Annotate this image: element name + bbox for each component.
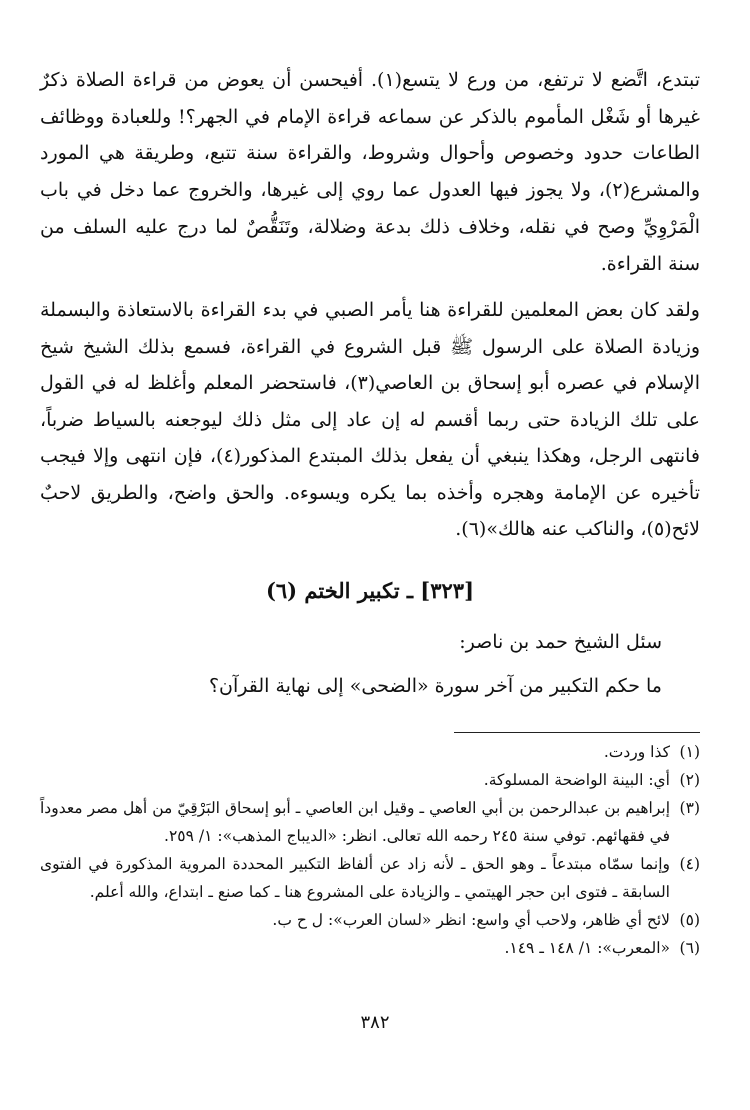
footnote-2 (40, 766, 700, 794)
footnote-5 (40, 906, 700, 934)
footnote-divider (454, 732, 700, 733)
footnote-6 (40, 934, 700, 962)
paragraph-2: ولقد كان بعض المعلمين للقراءة هنا يأمر الصبي في بدء القراءة بالاستعاذة والبسملة وزيادة الصلاة على الرسول ﷺ قبل الشروع في القراءة، فسمع بذلك الشيخ شيخ الإسلام في عصره أبو إسحاق بن العاصي(٣)، فاستحضر المعلم وأغلظ له في القول على تلك الزيادة حتى ربما أقسم له إن عاد إلى مثل ذلك ليوجعنه بالسياط ضرباً، فانتهى الرجل، وهكذا ينبغي أن يفعل بذلك المبتدع المذكور(٤)، فإن انتهى وإلا فيجب تأخيره عن الإمامة وهجره وأخذه بما يكره ويسوءه. والحق واضح، والطريق لاحبٌ لائح(٥)، والناكب عنه هالك»(٦). (40, 299, 700, 541)
footnote-number: (١) (679, 743, 700, 761)
page-body (40, 62, 700, 708)
footnote-text: لائح أي ظاهر، ولاحب أي واسع: انظر «لسان العرب»: ل ح ب. (272, 911, 670, 929)
footnote-number: (٥) (679, 911, 700, 929)
footnote-text: «المعرب»: ١/ ١٤٨ ـ ١٤٩. (504, 939, 670, 957)
footnote-text: أي: البينة الواضحة المسلوكة. (483, 771, 670, 789)
paragraph-1: تبتدع، اتَّضع لا ترتفع، من ورع لا يتسع(١). أفيحسن أن يعوض من قراءة الصلاة ذكرٌ غيرها أو شَغْل المأموم بالذكر عن سماعه قراءة الإمام في الجهر؟! وللعبادة ووظائف الطاعات حدود وخصوص وأحوال وشروط، والقراءة سنة تتبع، وطريقة هي المورد والمشرع(٢)، ولا يجوز فيها العدول عما روي إلى غيرها، والخروج عما دخل في باب الْمَرْوِيِّ وصح في نقله، وخلاف ذلك بدعة وضلالة، وتَنَقُّصٌ لما درج عليه السلف من سنة القراءة. (40, 69, 700, 275)
section-heading: [٣٢٣] ـ تكبير الختم (٦) (265, 577, 475, 603)
footnote-1 (40, 738, 700, 766)
footnote-number: (٢) (679, 771, 700, 789)
footnote-text: إبراهيم بن عبدالرحمن بن أبي العاصي ـ وقيل ابن العاصي ـ أبو إسحاق البَرْقِيّ من أهل مصر معدوداً في فقهائهم. توفي سنة ٢٤٥ رحمه الله تعالى. انظر: «الديباج المذهب»: ١/ ٢٥٩. (40, 799, 670, 845)
footnote-number: (٦) (679, 939, 700, 957)
footnote-4 (40, 850, 700, 906)
footnote-number: (٤) (679, 855, 700, 873)
footnotes (40, 738, 700, 962)
question-text: ما حكم التكبير من آخر سورة «الضحى» إلى نهاية القرآن؟ (208, 674, 662, 697)
footnote-text: كذا وردت. (603, 743, 670, 761)
question-intro: سئل الشيخ حمد بن ناصر: (459, 630, 662, 653)
footnote-text: وإنما سمّاه مبتدعاً ـ وهو الحق ـ لأنه زاد عن ألفاظ التكبير المحددة المروية المذكورة في الفتوى السابقة ـ فتوى ابن حجر الهيتمي ـ والزيادة على المشروع هنا ـ كما صنع ـ ابتداع، والله أعلم. (40, 855, 670, 901)
footnote-number: (٣) (679, 799, 700, 817)
page-number: ٣٨٢ (360, 1012, 390, 1033)
footnote-3 (40, 794, 700, 850)
